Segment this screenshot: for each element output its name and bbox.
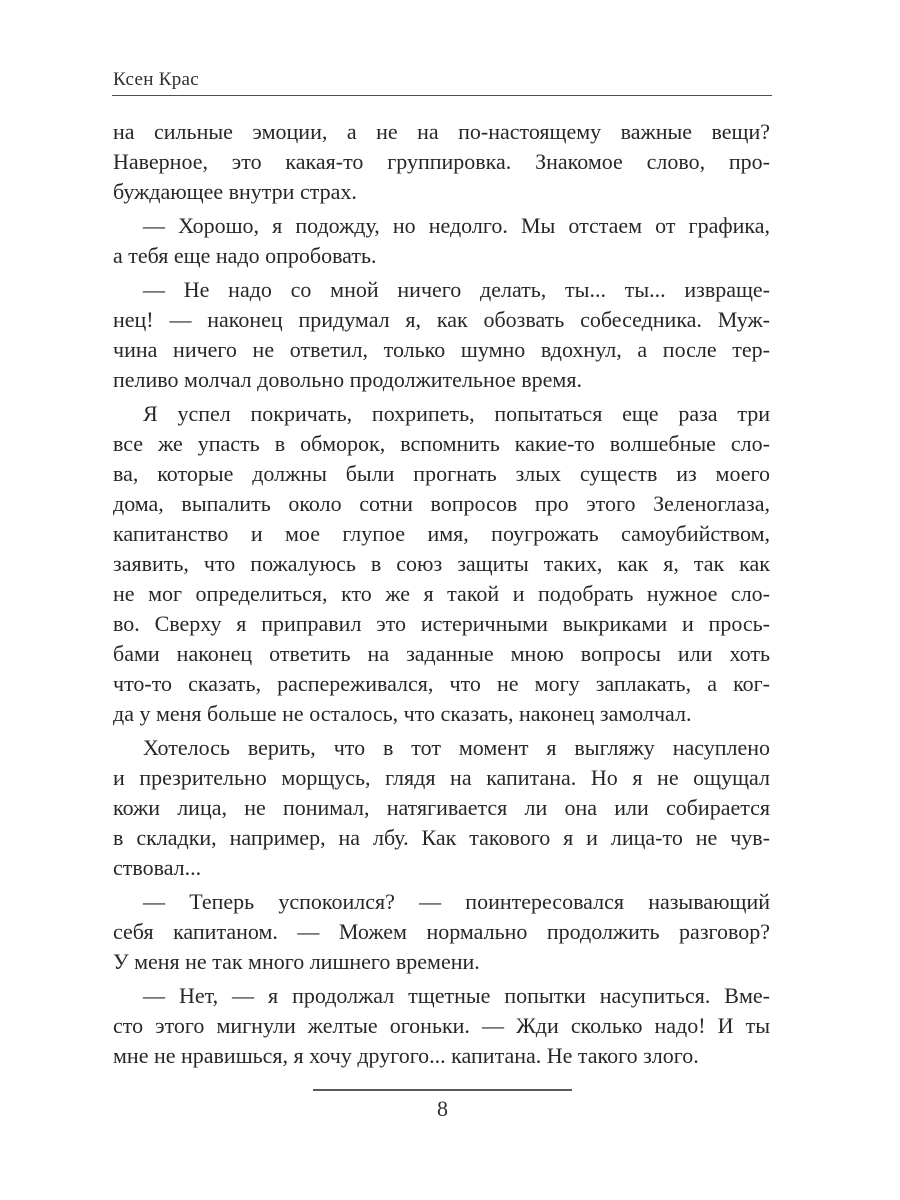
text-line: не мог определиться, кто же я такой и подобрать нужное сло- [113, 581, 770, 606]
text-line: в складки, например, на лбу. Как такового я и лица-то не чув- [113, 825, 770, 850]
text-line: капитанство и мое глупое имя, поугрожать самоубийством, [113, 521, 770, 546]
text-line: да у меня больше не осталось, что сказать, наконец замолчал. [113, 701, 692, 726]
header-rule [112, 95, 772, 96]
text-line: ствовал... [113, 855, 202, 880]
text-line: кожи лица, не понимал, натягивается ли она или собирается [113, 795, 770, 820]
paragraph [113, 733, 770, 883]
text-line: чина ничего не ответил, только шумно вдохнул, а после тер- [113, 337, 770, 362]
text-line: на сильные эмоции, а не на по-настоящему важные вещи? [113, 119, 770, 144]
text-line: дома, выпалить около сотни вопросов про этого Зеленоглаза, [113, 491, 770, 516]
author-name: Ксен Крас [113, 69, 199, 90]
text-line: мне не нравишься, я хочу другого... капитана. Не такого злого. [113, 1043, 699, 1068]
footer-rule [313, 1089, 572, 1091]
text-line: во. Сверху я приправил это истеричными выкриками и прось- [113, 611, 770, 636]
text-line: Я успел покричать, похрипеть, попытаться еще раза три [143, 401, 770, 426]
text-line: бами наконец ответить на заданные мною вопросы или хоть [113, 641, 770, 666]
paragraph [113, 981, 770, 1071]
text-line: Хотелось верить, что в тот момент я выгляжу насуплено [143, 735, 770, 760]
text-line: У меня не так много лишнего времени. [113, 949, 480, 974]
text-line: — Не надо со мной ничего делать, ты... ты... извраще- [143, 277, 770, 302]
paragraph [113, 211, 770, 271]
text-line: заявить, что пожалуюсь в союз защиты таких, как я, так как [113, 551, 770, 576]
paragraph [113, 887, 770, 977]
text-line: а тебя еще надо опробовать. [113, 243, 377, 268]
text-line: — Нет, — я продолжал тщетные попытки насупиться. Вме- [143, 983, 770, 1008]
text-line: Наверное, это какая-то группировка. Знакомое слово, про- [113, 149, 770, 174]
paragraph [113, 275, 770, 395]
running-header [113, 69, 773, 91]
text-line: нец! — наконец придумал я, как обозвать собеседника. Муж- [113, 307, 770, 332]
paragraph [113, 117, 770, 207]
text-line: — Хорошо, я подожду, но недолго. Мы отстаем от графика, [143, 213, 770, 238]
text-line: ва, которые должны были прогнать злых существ из моего [113, 461, 770, 486]
text-line: пеливо молчал довольно продолжительное время. [113, 367, 582, 392]
text-line: все же упасть в обморок, вспомнить какие-то волшебные сло- [113, 431, 770, 456]
text-block [113, 117, 770, 1071]
text-line: что-то сказать, распереживался, что не могу заплакать, а ког- [113, 671, 770, 696]
text-line: — Теперь успокоился? — поинтересовался называющий [143, 889, 770, 914]
text-line: и презрительно морщусь, глядя на капитана. Но я не ощущал [113, 765, 770, 790]
text-line: буждающее внутри страх. [113, 179, 357, 204]
text-line: сто этого мигнули желтые огоньки. — Жди сколько надо! И ты [113, 1013, 770, 1038]
paragraph [113, 399, 770, 729]
text-line: себя капитаном. — Можем нормально продолжить разговор? [113, 919, 770, 944]
page-number: 8 [437, 1096, 448, 1121]
